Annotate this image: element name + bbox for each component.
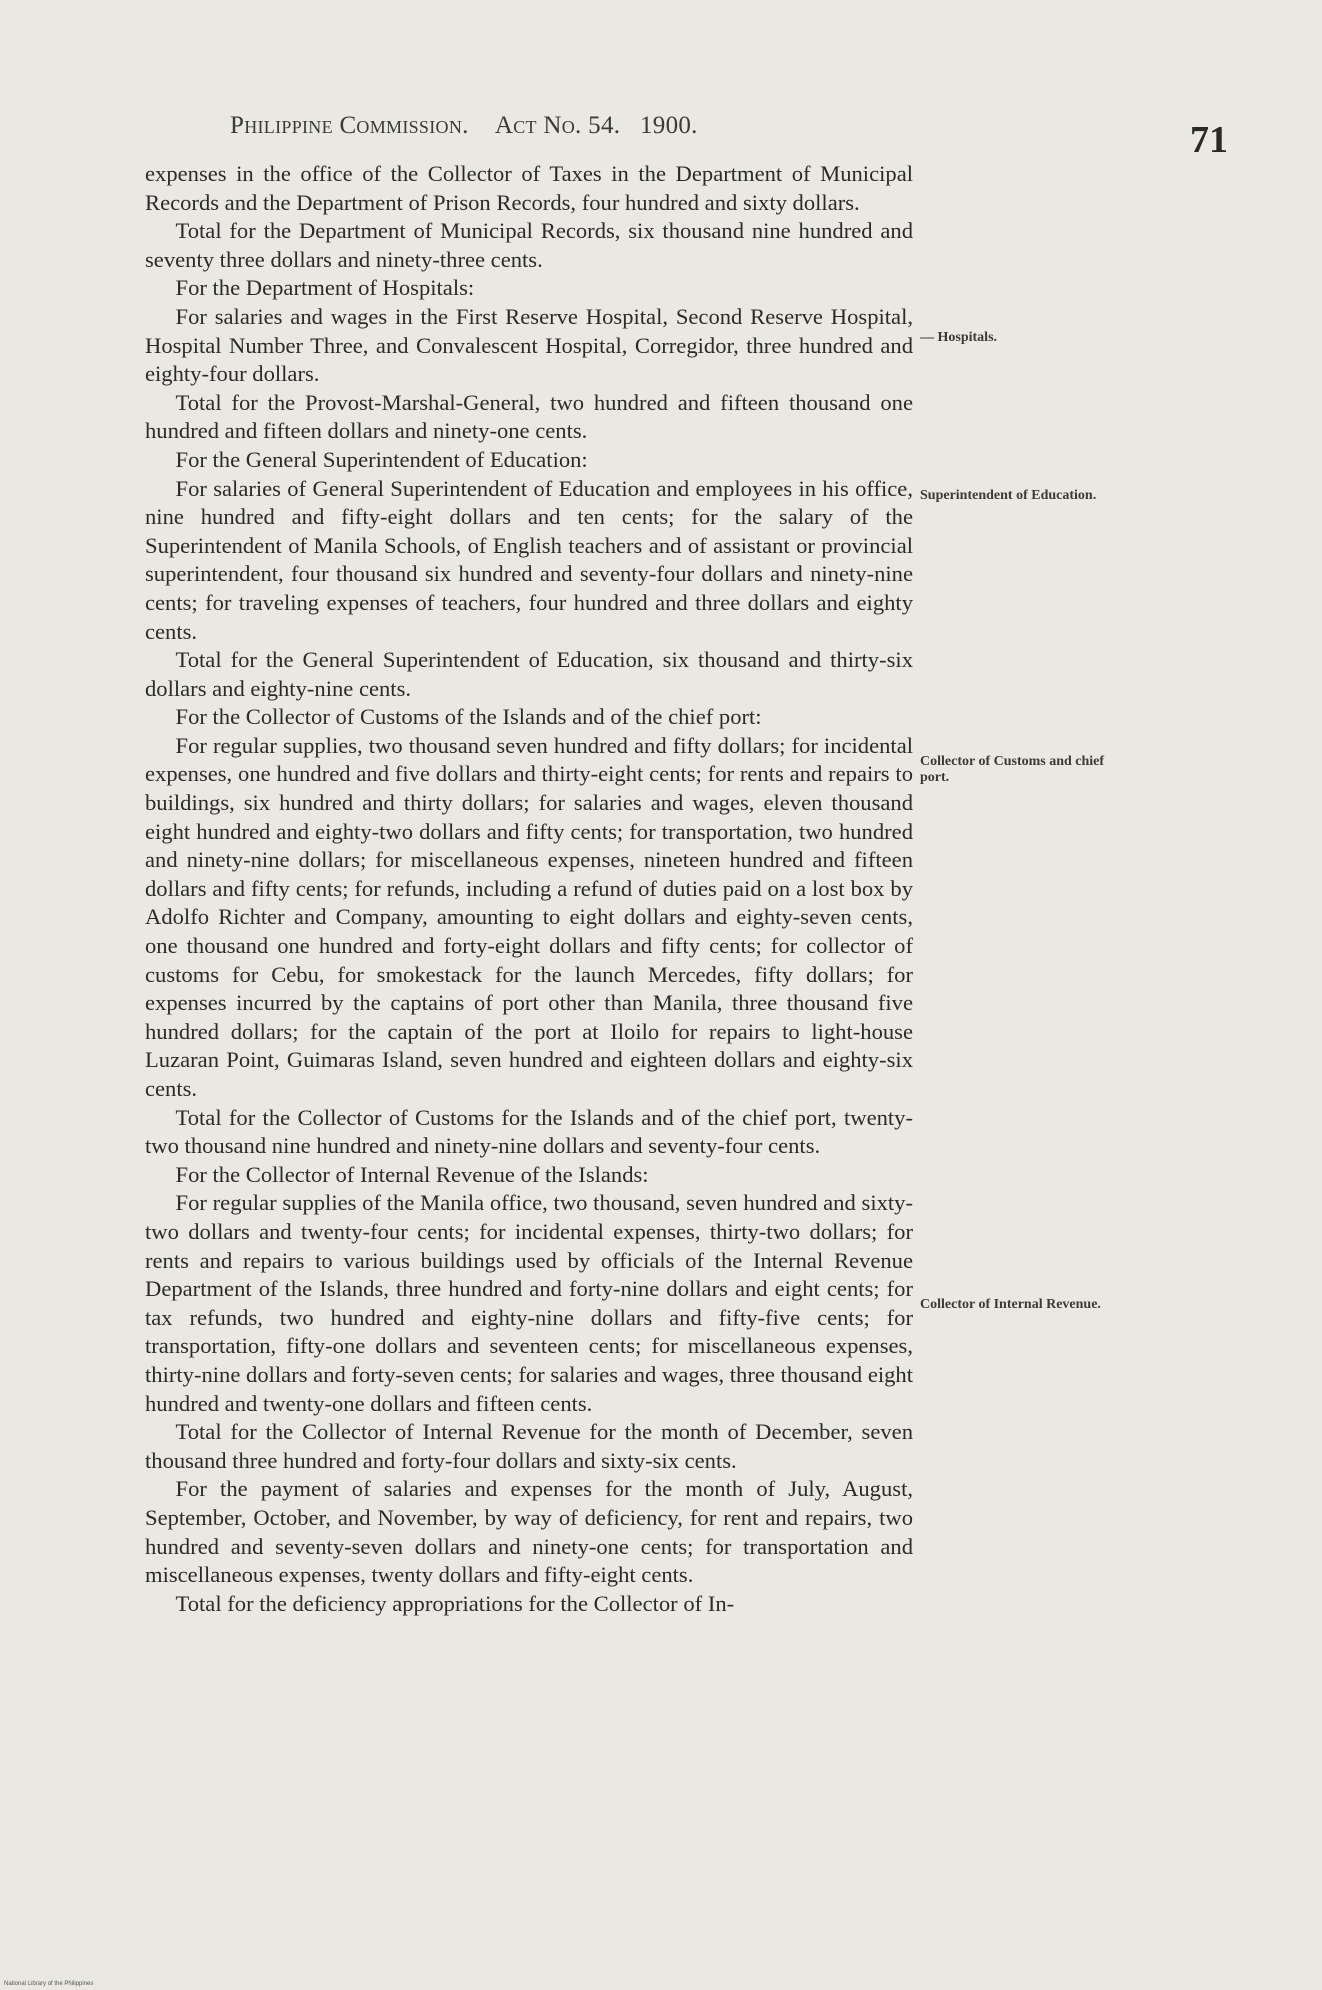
paragraph: For salaries of General Superintendent of Education and employees in his office, nine hundred and fifty-eight dollars and ten cents; for the salary of the Superintendent of Manila Schools, of English teachers and of assistant or provincial superintendent, four thousand six hundred and seventy-four dollars and ninety-nine cents; for traveling expenses of teachers, four hundred and three dollars and eighty cents. bbox=[145, 475, 913, 644]
paragraph: expenses in the office of the Collector of Taxes in the Department of Municipal Records and the Department of Prison Records, four hundred and sixty dollars. bbox=[145, 161, 913, 215]
header-year: 1900. bbox=[639, 112, 698, 139]
header-title: Philippine Commission. bbox=[230, 112, 469, 139]
paragraph: For the payment of salaries and expenses for the month of July, August, September, October, and November, by way of deficiency, for rent and repairs, two hundred and seventy-seven dollars and ninety-one cents; for transportation and miscellaneous expenses, twenty dollars and fifty-eight cents. bbox=[145, 1476, 913, 1588]
paragraph: Total for the General Superintendent of Education, six thousand and thirty-six dollars and eighty-nine cents. bbox=[145, 647, 913, 701]
paragraph: For the General Superintendent of Education: bbox=[175, 446, 588, 472]
paragraph: For regular supplies of the Manila office, two thousand, seven hundred and sixty-two dollars and twenty-four cents; for incidental expenses, thirty-two dollars; for rents and repairs to various buildings used by officials of the Internal Revenue Department of the Islands, three hundred and forty-nine dollars and eight cents; for tax refunds, two hundred and eighty-nine dollars and fifty-five cents; for transportation, fifty-one dollars and seventeen cents; for miscellaneous expenses, thirty-nine dollars and forty-seven cents; for salaries and wages, three thousand eight hundred and twenty-one dollars and fifteen cents. bbox=[145, 1190, 913, 1416]
margin-note-education: Superintendent of Education. bbox=[920, 488, 1097, 503]
paragraph: For salaries and wages in the First Reserve Hospital, Second Reserve Hospital, Hospital Number Three, and Convalescent Hospital, Corregidor, three hundred and eighty-four dollars. bbox=[145, 303, 913, 387]
paragraph: Total for the Collector of Internal Revenue for the month of December, seven thousand three hundred and forty-four dollars and sixty-six cents. bbox=[145, 1419, 913, 1473]
margin-note-customs: Collector of Customs and chief port. bbox=[920, 754, 1105, 785]
paragraph: Total for the Provost-Marshal-General, two hundred and fifteen thousand one hundred and fifteen dollars and ninety-one cents. bbox=[145, 389, 913, 444]
footer-credit: National Library of the Philippines bbox=[4, 1981, 94, 1987]
header-act: Act No. 54. bbox=[494, 112, 621, 139]
paragraph: For the Collector of Customs of the Islands and of the chief port: bbox=[175, 704, 762, 730]
body-text bbox=[145, 160, 913, 1618]
margin-note-hospitals: — Hospitals. bbox=[920, 330, 998, 345]
paragraph: Total for the deficiency appropriations for the Collector of In- bbox=[175, 1590, 735, 1616]
running-header bbox=[230, 112, 790, 140]
paragraph: Total for the Department of Municipal Records, six thousand nine hundred and seventy three dollars and ninety-three cents. bbox=[145, 218, 913, 272]
page-number: 71 bbox=[1190, 119, 1228, 161]
margin-note-internal-revenue: Collector of Internal Revenue. bbox=[920, 1297, 1101, 1312]
paragraph: For regular supplies, two thousand seven hundred and fifty dollars; for incidental expenses, one hundred and five dollars and thirty-eight cents; for rents and repairs to buildings, six hundred and thirty dollars; for salaries and wages, eleven thousand eight hundred and eighty-two dollars and fifty cents; for transportation, two hundred and ninety-nine dollars; for miscellaneous expenses, nineteen hundred and fifteen dollars and fifty cents; for refunds, including a refund of duties paid on a lost box by Adolfo Richter and Company, amounting to eight dollars and eighty-seven cents, one thousand one hundred and forty-eight dollars and fifty cents; for collector of customs for Cebu, for smokestack for the launch Mercedes, fifty dollars; for expenses incurred by the captains of port other than Manila, three thousand five hundred dollars; for the captain of the port at Iloilo for repairs to light-house Luzaran Point, Guimaras Island, seven hundred and eighteen dollars and eighty-six cents. bbox=[145, 732, 913, 1101]
paragraph: For the Collector of Internal Revenue of the Islands: bbox=[175, 1161, 649, 1187]
paragraph: Total for the Collector of Customs for the Islands and of the chief port, twenty-two thousand nine hundred and ninety-nine dollars and seventy-four cents. bbox=[145, 1104, 913, 1159]
paragraph: For the Department of Hospitals: bbox=[175, 275, 475, 301]
